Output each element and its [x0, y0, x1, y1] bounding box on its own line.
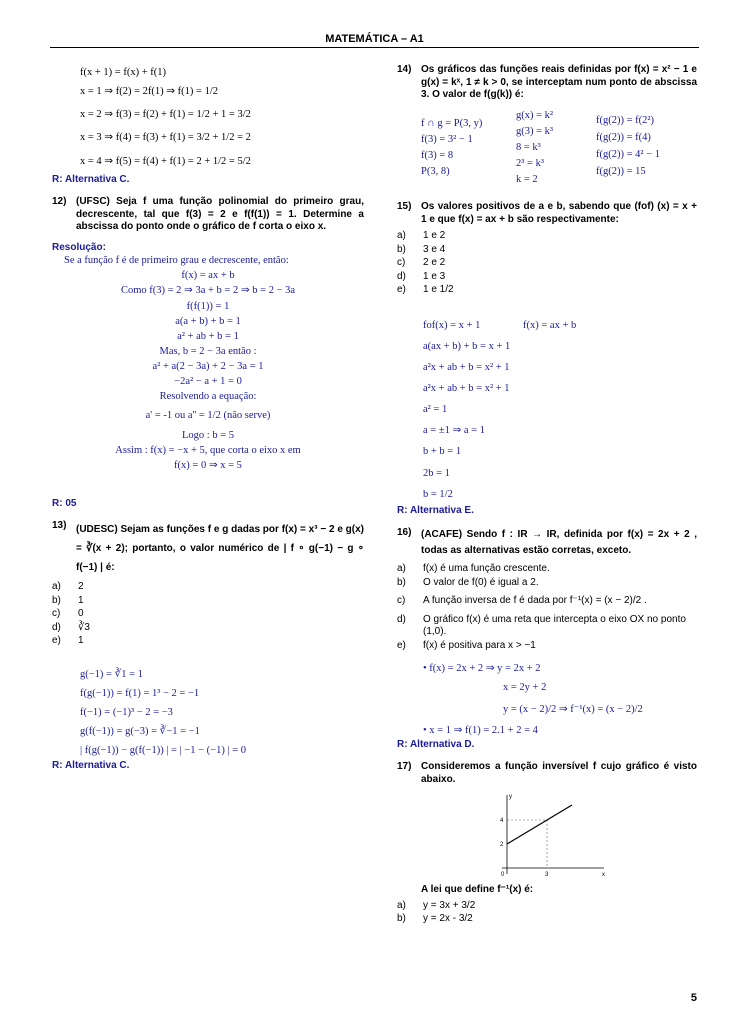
q15-line: 2b = 1: [423, 467, 450, 479]
q12-line: Como f(3) = 2 ⇒ 3a + b = 2 ⇒ b = 2 − 3a: [120, 285, 296, 297]
q12-line: a² + ab + b = 1: [177, 330, 239, 342]
intro-line: f(x + 1) = f(x) + f(1): [80, 67, 166, 78]
q14-line: f(g(2)) = f(2²): [596, 114, 655, 126]
intro-line: x = 1 ⇒ f(2) = 2f(1) ⇒ f(1) = 1/2: [80, 86, 218, 98]
q15-first-row: [423, 319, 697, 332]
tick-label-2: 2: [500, 842, 504, 849]
q15-line: fof(x) = x + 1: [423, 319, 481, 331]
option-text: 3 e 4: [423, 243, 446, 255]
q14-col3: [596, 106, 660, 190]
resolution-intro: Se a função f é de primeiro grau e decrescente, então:: [64, 255, 289, 267]
answer-16: R: Alternativa D.: [397, 738, 475, 750]
option-letter: a): [52, 581, 61, 593]
option-b[interactable]: [397, 577, 697, 590]
q16-options: [397, 563, 697, 652]
option-letter: d): [397, 270, 406, 282]
option-text: 1 e 1/2: [423, 284, 454, 296]
option-c[interactable]: [397, 257, 697, 270]
q14-line: k = 2: [516, 174, 538, 185]
resolution-title: Resolução:: [52, 241, 106, 253]
q15-options: [397, 230, 697, 297]
page-header: MATEMÁTICA – A1: [50, 33, 699, 48]
option-text: O valor de f(0) é igual a 2.: [423, 576, 539, 588]
q14-line: f ∩ g = P(3, y): [421, 117, 483, 129]
question-14: [397, 64, 697, 102]
option-d[interactable]: [397, 614, 697, 639]
axis-label-x: x: [602, 872, 605, 879]
tick-label-4: 4: [500, 818, 504, 825]
q14-line: 8 = k³: [516, 141, 541, 153]
q14-line: f(3) = 8: [421, 149, 454, 161]
question-text: (UDESC) Sejam as funções f e g dadas por f(x) = x³ − 2 e g(x) = ∛(x + 2); portanto, o valor numérico de | f ∘ g(−1) − g ∘ f(−1) | é:: [76, 524, 364, 574]
option-d[interactable]: [397, 271, 697, 284]
q16-line: • f(x) = 2x + 2 ⇒ y = 2x + 2: [423, 663, 541, 675]
q15-line: f(x) = ax + b: [523, 319, 577, 331]
option-a[interactable]: [397, 230, 697, 243]
q12-line: −2a² − a + 1 = 0: [174, 376, 242, 388]
option-text: y = 2x - 3/2: [423, 913, 473, 925]
function-line: [507, 805, 572, 844]
q16-solution: [397, 662, 697, 737]
question-text: Consideremos a função inversível f cujo gráfico é visto abaixo.: [421, 761, 697, 785]
question-text: (UFSC) Seja f uma função polinomial do primeiro grau, decrescente, tal que f(3) = 2 e f(f(1)) = 1. Determine a abscissa do ponto onde o gráfico de f corta o eixo x.: [76, 196, 364, 233]
q13-line: f(−1) = (−1)³ − 2 = −3: [80, 707, 173, 719]
q14-line: f(3) = 3² − 1: [421, 133, 473, 145]
option-a[interactable]: [397, 563, 697, 576]
q13-solution: [52, 668, 364, 758]
question-12: [52, 196, 364, 234]
q15-line: a² = 1: [423, 404, 448, 416]
option-letter: a): [397, 563, 406, 575]
option-d[interactable]: [52, 622, 364, 635]
q12-line: f(f(1)) = 1: [186, 300, 230, 312]
option-b[interactable]: [397, 913, 697, 926]
question-text: (ACAFE) Sendo f : IR → IR, definida por f(x) = 2x + 2 , todas as alternativas estão corretas, exceto.: [421, 529, 697, 557]
option-text: 2: [78, 581, 84, 593]
answer-15: R: Alternativa E.: [397, 504, 474, 516]
option-letter: b): [397, 576, 406, 588]
function-graph: [492, 790, 612, 880]
question-text: Os gráficos das funções reais definidas por f(x) = x² − 1 e g(x) = kˣ, 1 ≠ k > 0, se interceptam num ponto de abscissa 3. O valor de f(g(k)) é:: [421, 64, 697, 100]
q14-line: f(g(2)) = f(4): [596, 131, 651, 143]
q13-options: [52, 581, 364, 648]
intro-solution: [52, 66, 364, 168]
option-c[interactable]: [52, 608, 364, 621]
question-number: 13): [52, 520, 67, 532]
option-letter: a): [397, 899, 406, 911]
option-letter: c): [397, 257, 406, 269]
q17-question: A lei que define f⁻¹(x) é:: [421, 884, 534, 896]
q15-line: b + b = 1: [423, 446, 462, 458]
option-letter: d): [52, 621, 61, 633]
question-number: 15): [397, 201, 412, 213]
intro-line: x = 3 ⇒ f(4) = f(3) + f(1) = 3/2 + 1/2 = 2: [80, 132, 251, 144]
q12-line: a(a + b) + b = 1: [175, 315, 241, 327]
q13-line: g(−1) = ∛1 = 1: [80, 668, 143, 680]
option-e[interactable]: [52, 635, 364, 648]
option-letter: d): [397, 613, 406, 625]
answer-12: R: 05: [52, 497, 77, 509]
question-number: 16): [397, 527, 412, 539]
q15-solution: [397, 319, 697, 501]
q14-line: P(3, 8): [421, 165, 450, 177]
option-letter: c): [52, 608, 61, 620]
q14-col2: [516, 106, 596, 190]
q14-line: g(3) = k³: [516, 125, 554, 137]
option-text: y = 3x + 3/2: [423, 899, 476, 911]
q15-line: a²x + ab + b = x² + 1: [423, 361, 510, 373]
q12-solution: [52, 269, 364, 472]
q12-line: a' = -1 ou a'' = 1/2 (não serve): [145, 410, 271, 422]
q12-line: Assim : f(x) = −x + 5, que corta o eixo x em: [115, 444, 301, 456]
origin-label: 0: [501, 872, 505, 879]
page-number: 5: [690, 992, 697, 1005]
option-letter: c): [397, 595, 406, 607]
q12-line: f(x) = 0 ⇒ x = 5: [174, 459, 242, 471]
left-column: [52, 64, 364, 772]
option-letter: e): [52, 635, 61, 647]
question-number: 17): [397, 761, 412, 773]
option-text: O gráfico f(x) é uma reta que intercepta o eixo OX no ponto (1,0).: [423, 613, 686, 638]
right-column: [397, 64, 697, 927]
axis-label-y: y: [509, 794, 512, 801]
question-15: [397, 201, 697, 226]
option-text: f(x) é uma função crescente.: [423, 563, 550, 575]
option-text: 1: [78, 594, 84, 606]
option-text: 1 e 2: [423, 230, 446, 242]
q12-line: Logo : b = 5: [181, 429, 234, 441]
option-a[interactable]: [397, 900, 697, 913]
intro-line: x = 2 ⇒ f(3) = f(2) + f(1) = 1/2 + 1 = 3/2: [80, 109, 251, 121]
option-text: 0: [78, 608, 84, 620]
q14-solution: [397, 106, 697, 190]
q15-line: a²x + ab + b = x² + 1: [423, 383, 510, 394]
q14-line: f(g(2)) = 4² − 1: [596, 148, 660, 160]
question-number: 14): [397, 64, 412, 75]
q12-line: a² + a(2 − 3a) + 2 − 3a = 1: [152, 361, 264, 372]
option-text: 1: [78, 635, 84, 647]
q14-col1: [421, 106, 516, 190]
question-17: [397, 761, 697, 786]
intro-line: x = 4 ⇒ f(5) = f(4) + f(1) = 2 + 1/2 = 5/2: [80, 155, 251, 167]
answer-13: R: Alternativa C.: [52, 759, 130, 771]
question-number: 12): [52, 196, 67, 208]
option-letter: b): [52, 594, 61, 606]
q13-line: f(g(−1)) = f(1) = 1³ − 2 = −1: [80, 688, 200, 699]
question-text: Os valores positivos de a e b, sabendo que (fof) (x) = x + 1 e que f(x) = ax + b são respectivamente:: [421, 201, 697, 225]
option-b[interactable]: [397, 244, 697, 257]
option-a[interactable]: [52, 581, 364, 594]
option-letter: b): [397, 913, 406, 925]
option-letter: e): [397, 639, 406, 651]
q14-line: g(x) = k²: [516, 109, 554, 121]
option-b[interactable]: [52, 595, 364, 608]
option-c[interactable]: [397, 595, 697, 608]
q14-line: 2³ = k³: [516, 157, 544, 169]
q16-line: y = (x − 2)/2 ⇒ f⁻¹(x) = (x − 2)/2: [503, 703, 643, 715]
q17-options: [397, 900, 697, 926]
option-text: f(x) é positiva para x > −1: [423, 639, 536, 651]
answer-11: R: Alternativa C.: [52, 173, 130, 185]
q15-line: a = ±1 ⇒ a = 1: [423, 425, 485, 437]
q13-line: | f(g(−1)) − g(f(−1)) | = | −1 − (−1) | = 0: [80, 745, 246, 757]
q13-line: g(f(−1)) = g(−3) = ∛−1 = −1: [80, 726, 200, 738]
q15-line: b = 1/2: [423, 488, 453, 500]
tick-label-3: 3: [545, 872, 549, 879]
option-letter: a): [397, 230, 406, 242]
question-13: [52, 520, 364, 577]
question-16: [397, 527, 697, 559]
option-letter: b): [397, 243, 406, 255]
q14-line: f(g(2)) = 15: [596, 165, 646, 177]
option-text: A função inversa de f é dada por f⁻¹(x) = (x − 2)/2 .: [423, 595, 647, 607]
option-e[interactable]: [397, 640, 697, 653]
option-text: 2 e 2: [423, 257, 446, 269]
q12-line: Resolvendo a equação:: [159, 391, 257, 403]
q12-line: Mas, b = 2 − 3a então :: [159, 345, 257, 357]
option-text: 1 e 3: [423, 270, 446, 282]
q12-line: f(x) = ax + b: [181, 270, 235, 282]
option-text: ∛3: [78, 621, 90, 633]
q16-line: • x = 1 ⇒ f(1) = 2.1 + 2 = 4: [423, 724, 538, 736]
q15-line: a(ax + b) + b = x + 1: [423, 340, 511, 352]
option-e[interactable]: [397, 284, 697, 297]
option-letter: e): [397, 284, 406, 296]
q16-line: x = 2y + 2: [503, 682, 547, 694]
